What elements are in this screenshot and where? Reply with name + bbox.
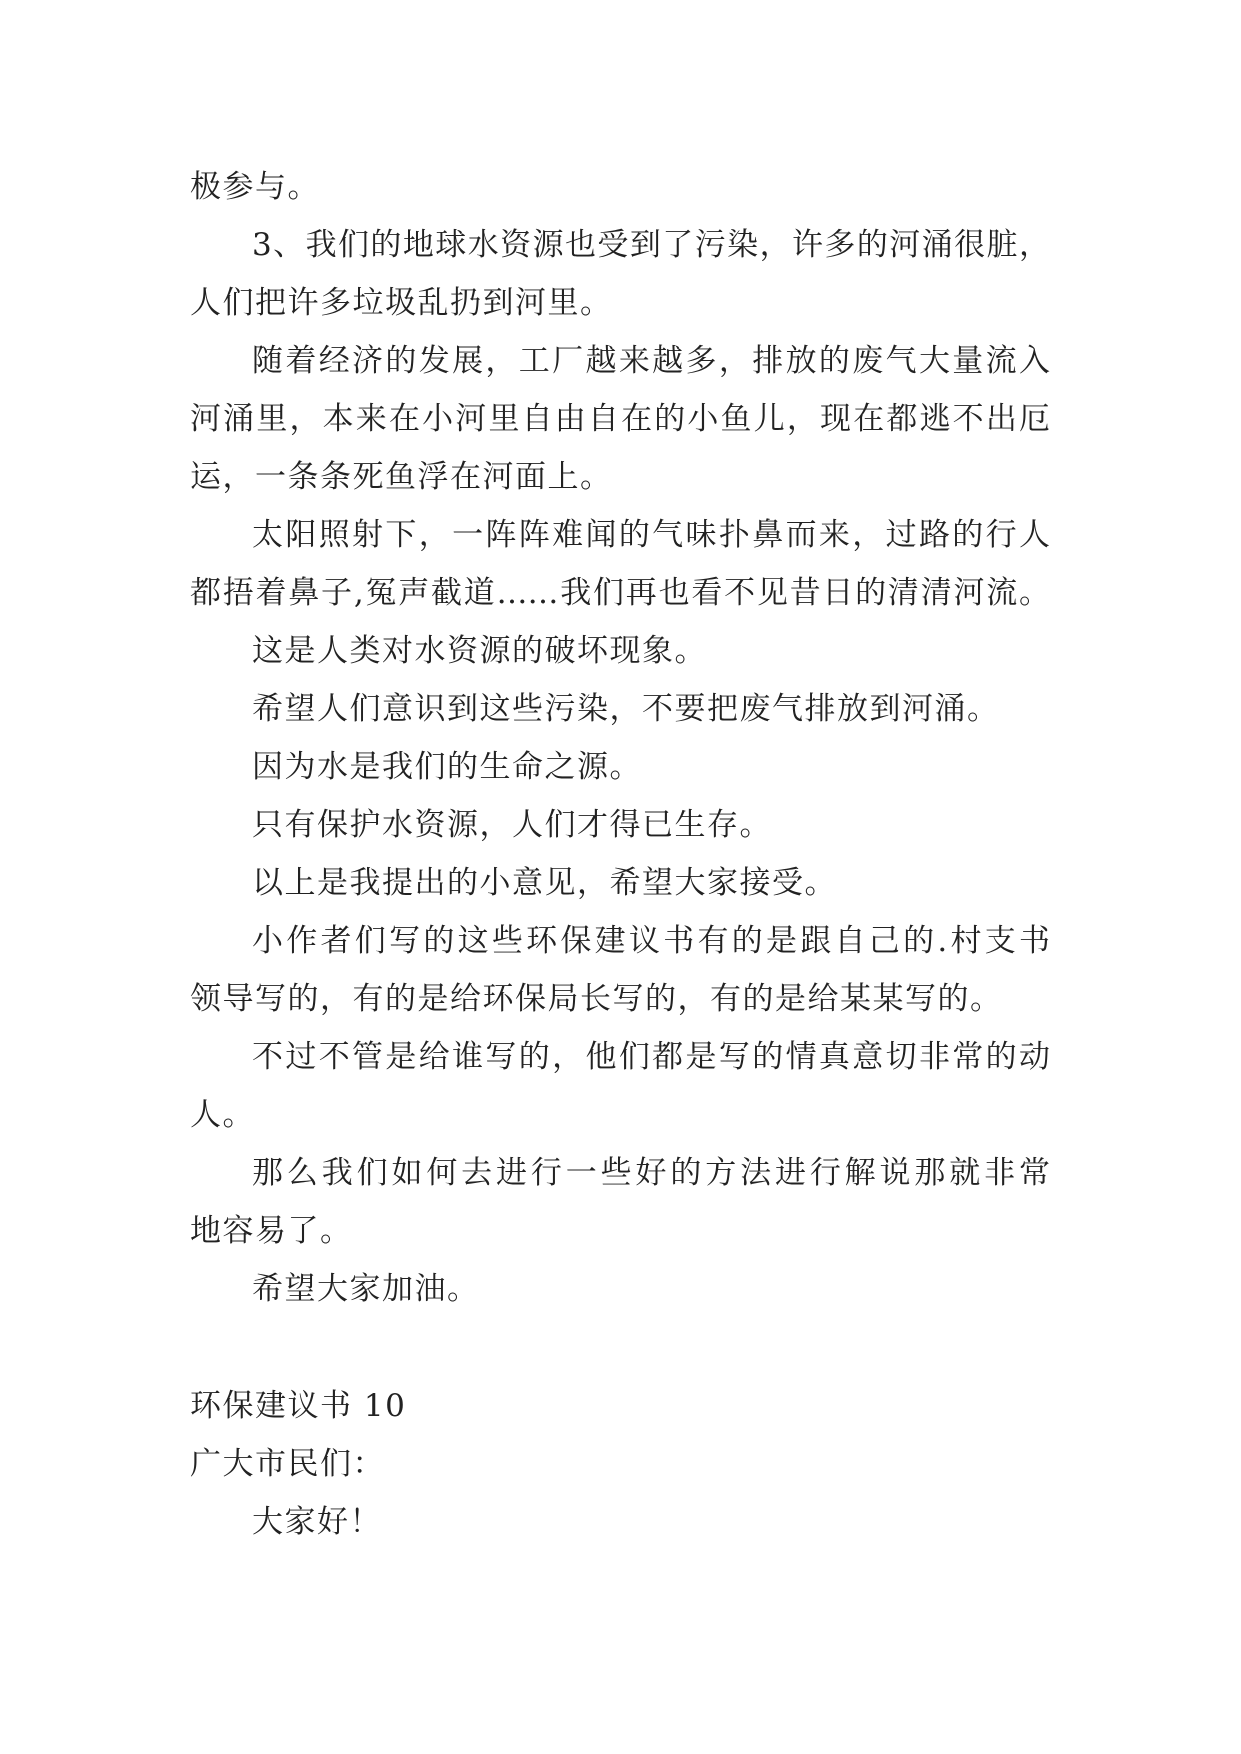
text-line: 都捂着鼻子,冤声截道……我们再也看不见昔日的清清河流。	[190, 575, 1050, 611]
text-line: 那么我们如何去进行一些好的方法进行解说那就非常	[252, 1155, 1050, 1191]
text-line: 3、我们的地球水资源也受到了污染，许多的河涌很脏，	[252, 227, 1050, 263]
salutation: 广大市民们：	[190, 1446, 385, 1482]
text-line: 随着经济的发展，工厂越来越多，排放的废气大量流入	[252, 343, 1050, 379]
text-line: 人。	[190, 1097, 255, 1133]
greeting: 大家好！	[252, 1504, 382, 1540]
text-line: 不过不管是给谁写的，他们都是写的情真意切非常的动	[252, 1039, 1050, 1075]
text-line: 以上是我提出的小意见，希望大家接受。	[252, 865, 837, 901]
text-line: 河涌里，本来在小河里自由自在的小鱼儿，现在都逃不出厄	[190, 401, 1050, 437]
text-line: 地容易了。	[190, 1213, 353, 1249]
text-line: 人们把许多垃圾乱扔到河里。	[190, 285, 613, 321]
text-line: 因为水是我们的生命之源。	[252, 749, 642, 785]
text-line: 只有保护水资源，人们才得已生存。	[252, 807, 772, 843]
text-line: 极参与。	[190, 169, 320, 205]
text-line: 这是人类对水资源的破坏现象。	[252, 633, 707, 669]
text-line: 太阳照射下，一阵阵难闻的气味扑鼻而来，过路的行人	[252, 517, 1050, 553]
text-line: 运，一条条死鱼浮在河面上。	[190, 459, 613, 495]
text-line: 希望人们意识到这些污染，不要把废气排放到河涌。	[252, 691, 1000, 727]
text-line: 小作者们写的这些环保建议书有的是跟自己的.村支书	[252, 923, 1050, 959]
text-line: 希望大家加油。	[252, 1271, 480, 1307]
text-line: 领导写的，有的是给环保局长写的，有的是给某某写的。	[190, 981, 1003, 1017]
section-title: 环保建议书 10	[190, 1388, 407, 1424]
